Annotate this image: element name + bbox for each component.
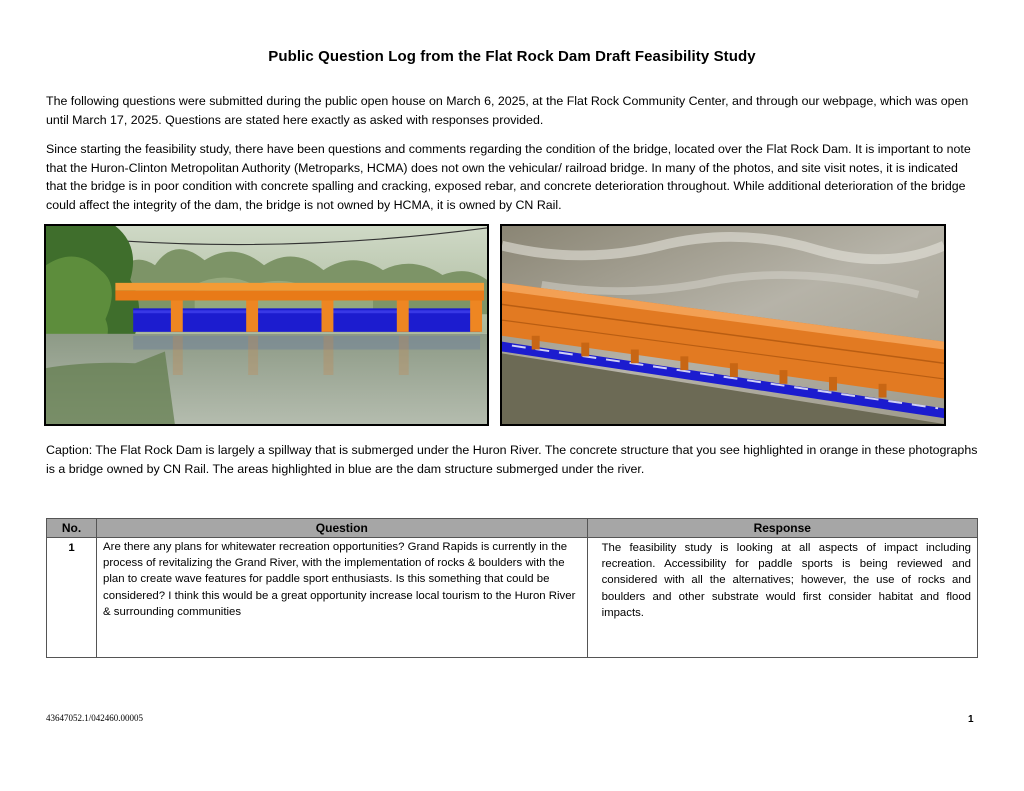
bridge-aerial-photo [500,224,946,426]
intro-paragraph: The following questions were submitted during the public open house on March 6, 2025, at the Flat Rock Community Center, and through our webpage, which was open until March 17, 2025. Questions are stated here exactly as asked with responses provided. [46,94,969,127]
question-log-table [46,518,978,658]
row-response: The feasibility study is looking at all aspects of impact including recreation. Accessibility for paddle sports is being reviewed and considered with all the alternatives; however, the use of rocks and boulders and other substrate would first consider habitat and flood impacts. [587,538,977,658]
bridge-note-paragraph: Since starting the feasibility study, there have been questions and comments regarding the condition of the bridge, located over the Flat Rock Dam. It is important to note that the Huron-Clinton Metropolitan Authority (Metroparks, HCMA) does not own the vehicular/ railroad bridge. In many of the photos, and site visit notes, it is indicated that the bridge is in poor condition with concrete spalling and cracking, exposed rebar, and concrete deterioration throughout. While additional deterioration of the bridge could affect the integrity of the dam, the bridge is not owned by HCMA, it is owned by CN Rail. [46,142,971,212]
row-number: 1 [47,538,97,658]
header-no: No. [47,519,97,538]
table-row [47,538,978,658]
page-title: Public Question Log from the Flat Rock Dam Draft Feasibility Study [268,48,756,65]
table-header-row [47,519,978,538]
bridge-side-photo [44,224,489,426]
photo-caption: Caption: The Flat Rock Dam is largely a spillway that is submerged under the Huron River. The concrete structure that you see highlighted in orange in these photographs is a bridge owned by CN Rail. The areas highlighted in blue are the dam structure submerged under the river. [46,443,978,476]
row-question: Are there any plans for whitewater recreation opportunities? Grand Rapids is currently in the process of revitalizing the Grand River, with the implementation of rocks & boulders with the plan to create wave features for paddle sport enthusiasts. Is this something that could be considered? I think this would be a great opportunity increase local tourism to the Huron River & surrounding communities [97,538,588,658]
header-response: Response [587,519,977,538]
document-id: 43647052.1/042460.00005 [46,713,144,723]
header-question: Question [97,519,588,538]
page-number: 1 [968,714,974,725]
